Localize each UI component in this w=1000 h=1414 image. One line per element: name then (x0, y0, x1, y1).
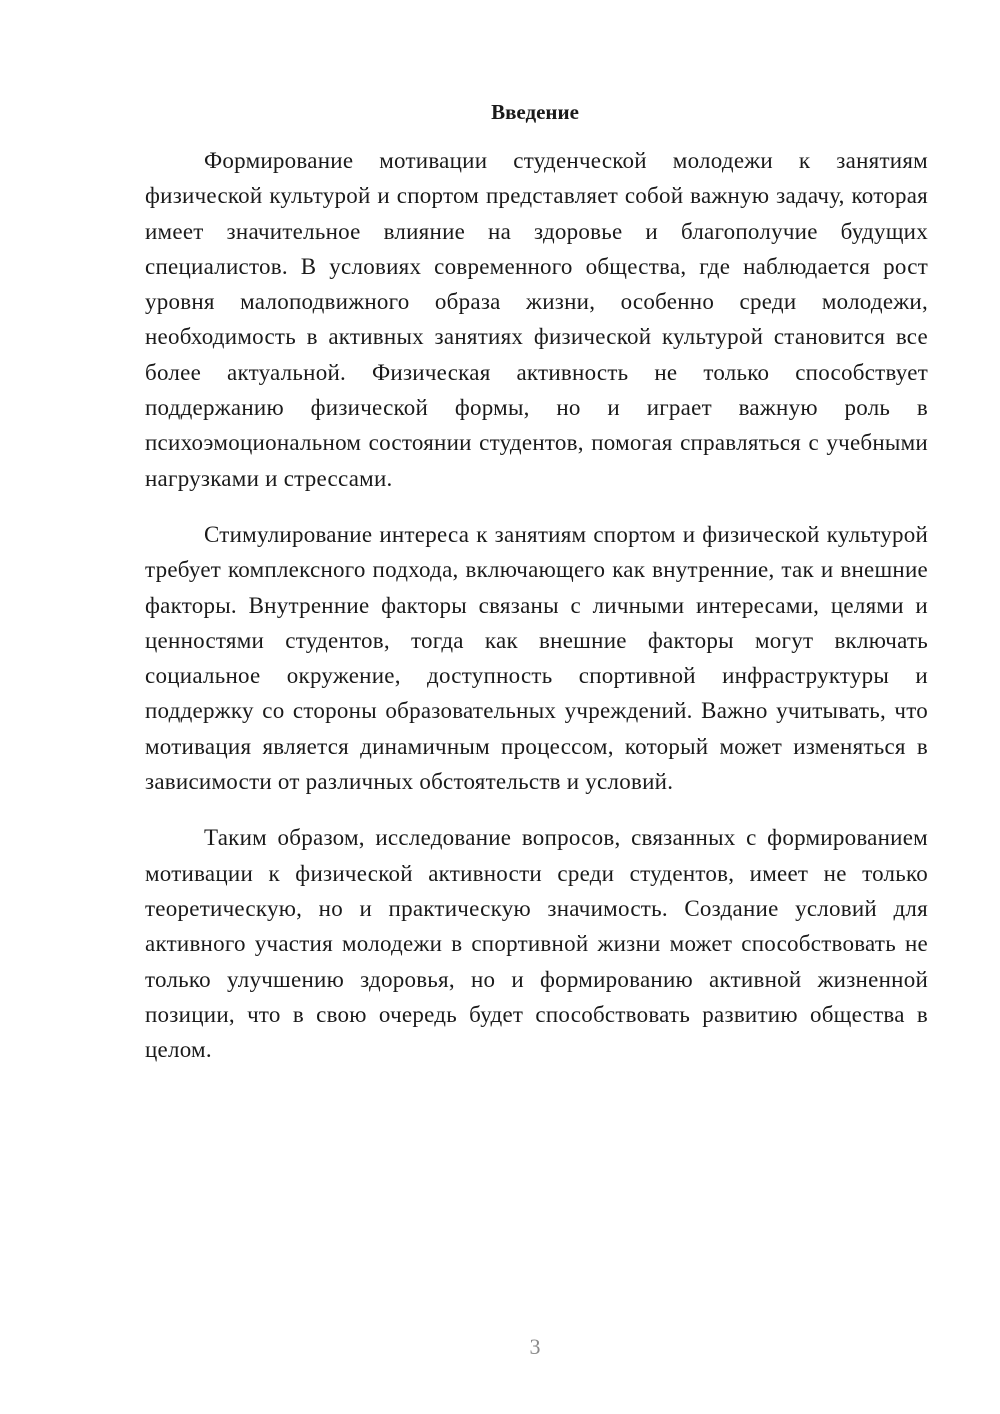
section-heading: Введение (491, 100, 579, 124)
paragraph-1: Формирование мотивации студенческой молодежи к занятиям физической культурой и спортом представляет собой важную задачу, которая имеет значительное влияние на здоровье и благополучие будущих специалистов. В условиях современного общества, где наблюдается рост уровня малоподвижного образа жизни, особенно среди молодежи, необходимость в активных занятиях физической культурой становится все более актуальной. Физическая активность не только способствует поддержанию физической формы, но и играет важную роль в психоэмоциональном состоянии студентов, помогая справляться с учебными нагрузками и стрессами. (145, 148, 928, 491)
paragraph-3: Таким образом, исследование вопросов, связанных с формированием мотивации к физической активности среди студентов, имеет не только теоретическую, но и практическую значимость. Создание условий для активного участия молодежи в спортивной жизни может способствовать не только улучшению здоровья, но и формированию активной жизненной позиции, что в свою очередь будет способствовать развитию общества в целом. (145, 825, 928, 1063)
body-text (145, 143, 928, 1088)
paragraph-2: Стимулирование интереса к занятиям спортом и физической культурой требует комплексного подхода, включающего как внутренние, так и внешние факторы. Внутренние факторы связаны с личными интересами, целями и ценностями студентов, тогда как внешние факторы могут включать социальное окружение, доступность спортивной инфраструктуры и поддержку со стороны образовательных учреждений. Важно учитывать, что мотивация является динамичным процессом, который может изменяться в зависимости от различных обстоятельств и условий. (145, 521, 928, 795)
page-number: 3 (529, 1334, 541, 1359)
